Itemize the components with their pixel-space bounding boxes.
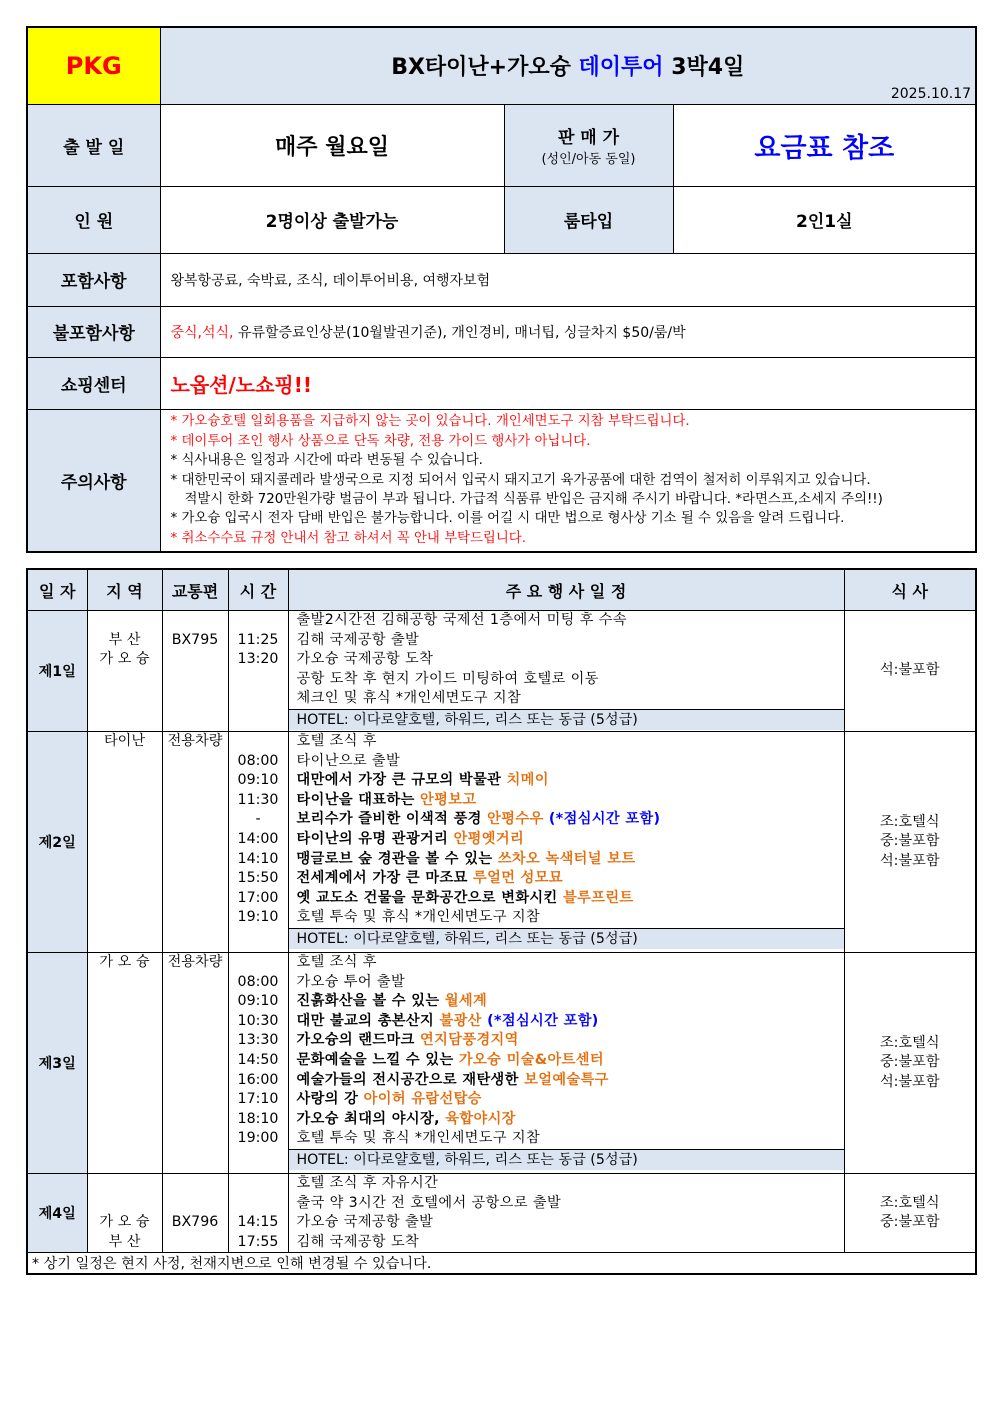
col-region: 지 역 <box>87 569 162 611</box>
time-cell: 17:10 <box>237 1091 279 1108</box>
day2-meals <box>844 732 976 953</box>
meal-item: 석:불포함 <box>879 662 940 679</box>
meal-item: 석:불포함 <box>879 852 940 869</box>
note-item: * 데이투어 조인 행사 상품으로 단독 차량, 전용 가이드 행사가 아닙니다. <box>170 433 591 449</box>
note-item: * 가오슝호텔 일회용품을 지급하지 않는 곳이 있습니다. 개인세면도구 지참 부탁드립니다. <box>170 414 690 430</box>
program-line: 옛 교도소 건물을 문화공간으로 변화시킨 블루프린트 <box>296 889 634 906</box>
time-cell: 16:00 <box>237 1071 279 1088</box>
day4-transport <box>162 1174 228 1253</box>
day1-program <box>288 611 844 732</box>
col-time: 시 간 <box>228 569 288 611</box>
program-line: 출국 약 3시간 전 호텔에서 공항으로 출발 <box>296 1194 562 1211</box>
time-cell: 09:10 <box>237 772 279 789</box>
day1-region-to: 가 오 슝 <box>99 651 150 668</box>
people-value: 2명이상 출발가능 <box>160 186 504 253</box>
day1-transport <box>162 611 228 732</box>
excluded-label: 불포함사항 <box>27 306 160 357</box>
program-line: 호텔 조식 후 <box>296 733 377 749</box>
departure-value: 매주 월요일 <box>160 104 504 186</box>
day3-program <box>288 953 844 1174</box>
time-cell: 13:20 <box>237 651 279 668</box>
included-label: 포함사항 <box>27 253 160 306</box>
schedule-table <box>26 568 977 1275</box>
place-name: 안평수우 <box>487 811 544 828</box>
program-line: 타이난을 대표하는 안평보고 <box>296 791 477 808</box>
time-cell: 08:00 <box>237 752 279 769</box>
lunch-note: (*점심시간 포함) <box>481 1012 599 1029</box>
note-item: * 식사내용은 일정과 시간에 따라 변동될 수 있습니다. <box>170 453 483 469</box>
program-line: 대만 불교의 총본산지 불광산 (*점심시간 포함) <box>296 1012 599 1029</box>
day2-row <box>27 732 976 953</box>
program-line: 가오슝 투어 출발 <box>296 973 406 990</box>
program-line: 체크인 및 휴식 *개인세면도구 지참 <box>296 690 522 707</box>
program-line: 타이난의 유명 관광거리 안평옛거리 <box>296 830 525 847</box>
program-line: 호텔 투숙 및 휴식 *개인세면도구 지참 <box>296 909 541 926</box>
day1-row <box>27 611 976 732</box>
meal-item: 조:호텔식 <box>879 1194 940 1211</box>
day1-hotel: HOTEL: 이다로얄호텔, 하워드, 리스 또는 동급 (5성급) <box>289 709 844 730</box>
time-cell: 17:55 <box>237 1233 279 1250</box>
note-item: * 대한민국이 돼지콜레라 발생국으로 지정 되어서 입국시 돼지고기 육가공품에 대한 검역이 철저히 이루워지고 있습니다. <box>170 472 871 488</box>
program-line: 예술가들의 전시공간으로 재탄생한 보얼예술특구 <box>296 1071 609 1088</box>
time-cell: 11:30 <box>237 791 279 808</box>
meal-item: 중:불포함 <box>879 833 940 850</box>
time-cell: 14:50 <box>237 1051 279 1068</box>
program-line: 진흙화산을 볼 수 있는 월세계 <box>296 993 488 1010</box>
day4-meals <box>844 1174 976 1253</box>
time-cell: 10:30 <box>237 1012 279 1029</box>
day4-times <box>228 1174 288 1253</box>
program-line: 가오슝의 랜드마크 연지담풍경지역 <box>296 1032 519 1049</box>
place-name: 육합야시장 <box>445 1110 516 1127</box>
day3-meals <box>844 953 976 1174</box>
program-line: 김해 국제공항 도착 <box>296 1233 420 1250</box>
place-name: 안평옛거리 <box>453 830 525 847</box>
room-value: 2인1실 <box>673 186 976 253</box>
note-item: * 가오슝 입국시 전자 담배 반입은 불가능합니다. 이를 어길 시 대만 법으로 형사상 기소 될 수 있음을 알려 드립니다. <box>170 511 845 527</box>
included-value: 왕복항공료, 숙박료, 조식, 데이투어비용, 여행자보험 <box>160 253 976 306</box>
place-name: 아이허 유람선탑승 <box>363 1091 482 1108</box>
day1-times <box>228 611 288 732</box>
time-cell: 11:25 <box>237 631 279 648</box>
day2-program <box>288 732 844 953</box>
time-cell: 09:10 <box>237 993 279 1010</box>
day3-label: 제3일 <box>27 953 87 1174</box>
day2-transport <box>162 732 228 953</box>
program-line: 호텔 투숙 및 휴식 *개인세면도구 지참 <box>296 1130 541 1147</box>
title-highlight: 데이투어 <box>578 55 664 81</box>
shopping-label: 쇼핑센터 <box>27 357 160 409</box>
note-item: * 취소수수료 규정 안내서 참고 하셔서 꼭 안내 부탁드립니다. <box>170 530 526 546</box>
notes-list <box>160 409 976 552</box>
place-name: 쓰차오 녹색터널 보트 <box>497 850 636 867</box>
day4-region <box>87 1174 162 1253</box>
lunch-note: (*점심시간 포함) <box>543 811 661 828</box>
excluded-value <box>160 306 976 357</box>
meal-item: 중:불포함 <box>879 1054 940 1071</box>
place-name: 월세계 <box>444 993 488 1010</box>
day4-program <box>288 1174 844 1253</box>
program-line: 가오슝 국제공항 도착 <box>296 651 434 668</box>
place-name: 불광산 <box>439 1012 482 1029</box>
program-line: 대만에서 가장 큰 규모의 박물관 치메이 <box>296 772 549 789</box>
day2-region-name: 타이난 <box>103 733 146 749</box>
day2-region <box>87 732 162 953</box>
notes-label: 주의사항 <box>27 409 160 552</box>
time-cell: - <box>255 811 261 828</box>
col-transport: 교통편 <box>162 569 228 611</box>
meal-item: 조:호텔식 <box>879 1034 940 1051</box>
shopping-value: 노옵션/노쇼핑!! <box>160 357 976 409</box>
footnote: * 상기 일정은 현지 사정, 천재지변으로 인해 변경될 수 있습니다. <box>27 1253 976 1275</box>
program-line: 호텔 조식 후 자유시간 <box>296 1175 439 1191</box>
day4-region-to: 부 산 <box>108 1233 141 1250</box>
place-name: 루얼먼 성모묘 <box>473 870 563 887</box>
time-cell: 14:10 <box>237 850 279 867</box>
time-cell: 13:30 <box>237 1032 279 1049</box>
price-sub-label: (성인/아동 동일) <box>541 152 636 167</box>
day4-region-from: 가 오 슝 <box>99 1214 150 1231</box>
excluded-meals: 중식,석식, <box>170 324 234 341</box>
program-line: 출발2시간전 김해공항 국제선 1층에서 미팅 후 수속 <box>296 612 627 628</box>
day2-label: 제2일 <box>27 732 87 953</box>
program-line: 김해 국제공항 출발 <box>296 631 420 648</box>
price-label-cell <box>504 104 673 186</box>
program-line: 전세계에서 가장 큰 마조묘 루얼먼 성모묘 <box>296 870 563 887</box>
title-tail: 3박4일 <box>663 55 745 81</box>
program-line: 가오슝 국제공항 출발 <box>296 1214 434 1231</box>
program-line: 공항 도착 후 현지 가이드 미팅하여 호텔로 이동 <box>296 670 599 687</box>
time-cell: 14:15 <box>237 1214 279 1231</box>
day4-label: 제4일 <box>27 1174 87 1253</box>
issue-date: 2025.10.17 <box>890 85 972 102</box>
meal-item: 석:불포함 <box>879 1073 940 1090</box>
day2-hotel: HOTEL: 이다로얄호텔, 하워드, 리스 또는 동급 (5성급) <box>289 928 844 949</box>
day3-vehicle: 전용차량 <box>167 954 223 970</box>
room-label: 룸타입 <box>504 186 673 253</box>
day1-meals <box>844 611 976 732</box>
departure-label: 출 발 일 <box>27 104 160 186</box>
day2-times <box>228 732 288 953</box>
day3-hotel: HOTEL: 이다로얄호텔, 하워드, 리스 또는 동급 (5성급) <box>289 1149 844 1170</box>
pkg-label: PKG <box>27 27 160 104</box>
time-cell: 18:10 <box>237 1110 279 1127</box>
program-line: 맹글로브 숲 경관을 볼 수 있는 쓰차오 녹색터널 보트 <box>296 850 636 867</box>
place-name: 연지담풍경지역 <box>420 1032 519 1049</box>
time-cell: 15:50 <box>237 870 279 887</box>
program-line: 사랑의 강 아이허 유람선탑승 <box>296 1091 482 1108</box>
day3-region <box>87 953 162 1174</box>
day4-flight: BX796 <box>171 1214 219 1231</box>
info-table <box>26 26 977 553</box>
place-name: 블루프린트 <box>563 889 634 906</box>
day1-label: 제1일 <box>27 611 87 732</box>
time-cell: 14:00 <box>237 830 279 847</box>
place-name: 안평보고 <box>420 791 477 808</box>
meal-item: 조:호텔식 <box>879 813 940 830</box>
program-line: 타이난으로 출발 <box>296 752 401 769</box>
program-line: 보리수가 즐비한 이색적 풍경 안평수우 (*점심시간 포함) <box>296 811 661 828</box>
day3-transport <box>162 953 228 1174</box>
day3-region-name: 가 오 슝 <box>99 954 150 970</box>
program-line: 문화예술을 느낄 수 있는 가오슝 미술&아트센터 <box>296 1051 604 1068</box>
title-main: BX타이난+가오슝 <box>391 55 579 81</box>
col-meal: 식 사 <box>844 569 976 611</box>
place-name: 치메이 <box>506 772 549 789</box>
program-line: 호텔 조식 후 <box>296 954 377 970</box>
col-day: 일 자 <box>27 569 87 611</box>
price-value: 요금표 참조 <box>673 104 976 186</box>
day4-row <box>27 1174 976 1253</box>
place-name: 가오슝 미술&아트센터 <box>458 1051 604 1068</box>
day1-region-from: 부 산 <box>108 631 141 648</box>
day1-flight: BX795 <box>171 631 219 648</box>
page-title <box>160 27 976 104</box>
day1-region <box>87 611 162 732</box>
excluded-rest: 유류할증료인상분(10월발권기준), 개인경비, 매너팁, 싱글차지 $50/룸/박 <box>233 324 686 341</box>
time-cell: 17:00 <box>237 889 279 906</box>
meal-item: 중:불포함 <box>879 1214 940 1231</box>
day3-row <box>27 953 976 1174</box>
price-label: 판 매 가 <box>557 128 620 148</box>
day2-vehicle: 전용차량 <box>167 733 223 749</box>
time-cell: 08:00 <box>237 973 279 990</box>
place-name: 보얼예술특구 <box>524 1071 609 1088</box>
note-item: 적발시 한화 720만원가량 벌금이 부과 됩니다. 가급적 식품류 반입은 금지해 주시기 바랍니다. *라면스프,소세지 주의!!) <box>184 491 883 507</box>
program-line: 가오슝 최대의 야시장, 육합야시장 <box>296 1110 516 1127</box>
time-cell: 19:10 <box>237 909 279 926</box>
time-cell: 19:00 <box>237 1130 279 1147</box>
day3-times <box>228 953 288 1174</box>
people-label: 인 원 <box>27 186 160 253</box>
col-program: 주 요 행 사 일 정 <box>288 569 844 611</box>
